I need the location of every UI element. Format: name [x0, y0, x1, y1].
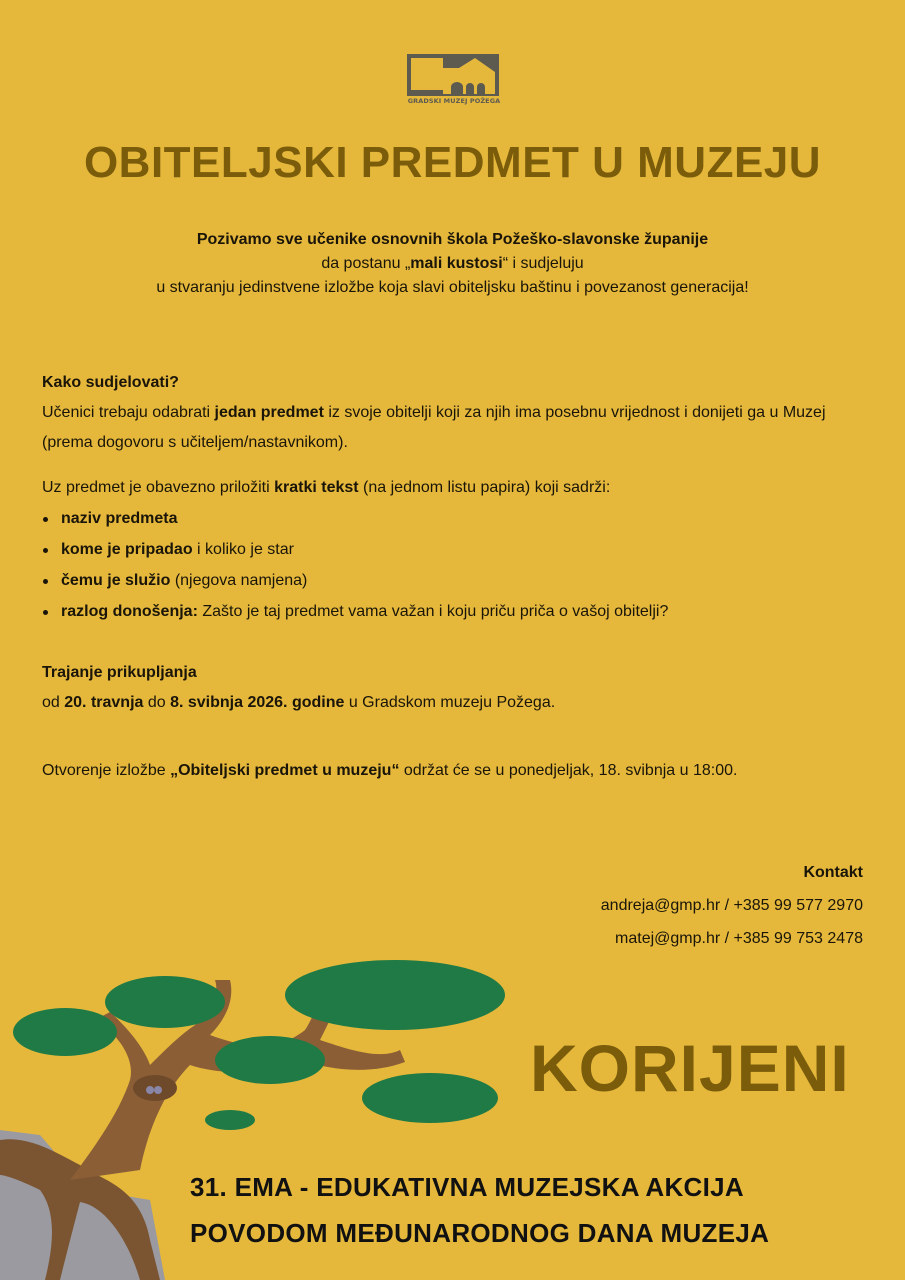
page-title: OBITELJSKI PREDMET U MUZEJU: [83, 138, 822, 187]
intro-line-3: u stvaranju jedinstvene izložbe koja slavi obiteljsku baštinu i povezanost generacija!: [156, 279, 749, 296]
requirements-list: [42, 503, 872, 627]
logo-caption: GRADSKI MUZEJ POŽEGA: [407, 97, 501, 105]
intro: [0, 228, 905, 300]
duration-heading: Trajanje prikupljanja: [42, 664, 197, 681]
list-item: naziv predmeta: [42, 503, 872, 534]
intro-line-2: da postanu „mali kustosi“ i sudjeluju: [321, 255, 584, 272]
contact-line: andreja@gmp.hr / +385 99 577 2970: [600, 897, 863, 914]
how-to-participate: [42, 374, 872, 627]
how-paragraph-2: Uz predmet je obavezno priložiti kratki tekst (na jednom listu papira) koji sadrži:: [42, 479, 611, 496]
collection-duration: [42, 664, 872, 718]
how-paragraph-1: Učenici trebaju odabrati jedan predmet iz svoje obitelji koji za njih ima posebnu vrijednost i donijeti ga u Muzej (prema dogovoru s učiteljem/nastavnikom).: [42, 404, 826, 451]
list-item: čemu je služio (njegova namjena): [42, 565, 872, 596]
how-heading: Kako sudjelovati?: [42, 374, 179, 391]
contact-heading: Kontakt: [803, 864, 863, 881]
ema-line-2: POVODOM MEĐUNARODNOG DANA MUZEJA: [190, 1218, 770, 1248]
ema-banner: [190, 1164, 769, 1256]
contact-block: [601, 856, 863, 955]
list-item: razlog donošenja: Zašto je taj predmet vama važan i koju priču priča o vašoj obitelji?: [42, 596, 872, 627]
opening-info: Otvorenje izložbe „Obiteljski predmet u muzeju“ održat će se u ponedjeljak, 18. svibnja u 18:00.: [42, 762, 738, 779]
ema-line-1: 31. EMA - EDUKATIVNA MUZEJSKA AKCIJA: [190, 1172, 744, 1202]
duration-text: od 20. travnja do 8. svibnja 2026. godine u Gradskom muzeju Požega.: [42, 694, 556, 711]
contact-line: matej@gmp.hr / +385 99 753 2478: [615, 930, 863, 947]
theme-title: KORIJENI: [530, 1031, 850, 1105]
list-item: kome je pripadao i koliko je star: [42, 534, 872, 565]
intro-line-1: Pozivamo sve učenike osnovnih škola Požeško-slavonske županije: [196, 231, 709, 248]
